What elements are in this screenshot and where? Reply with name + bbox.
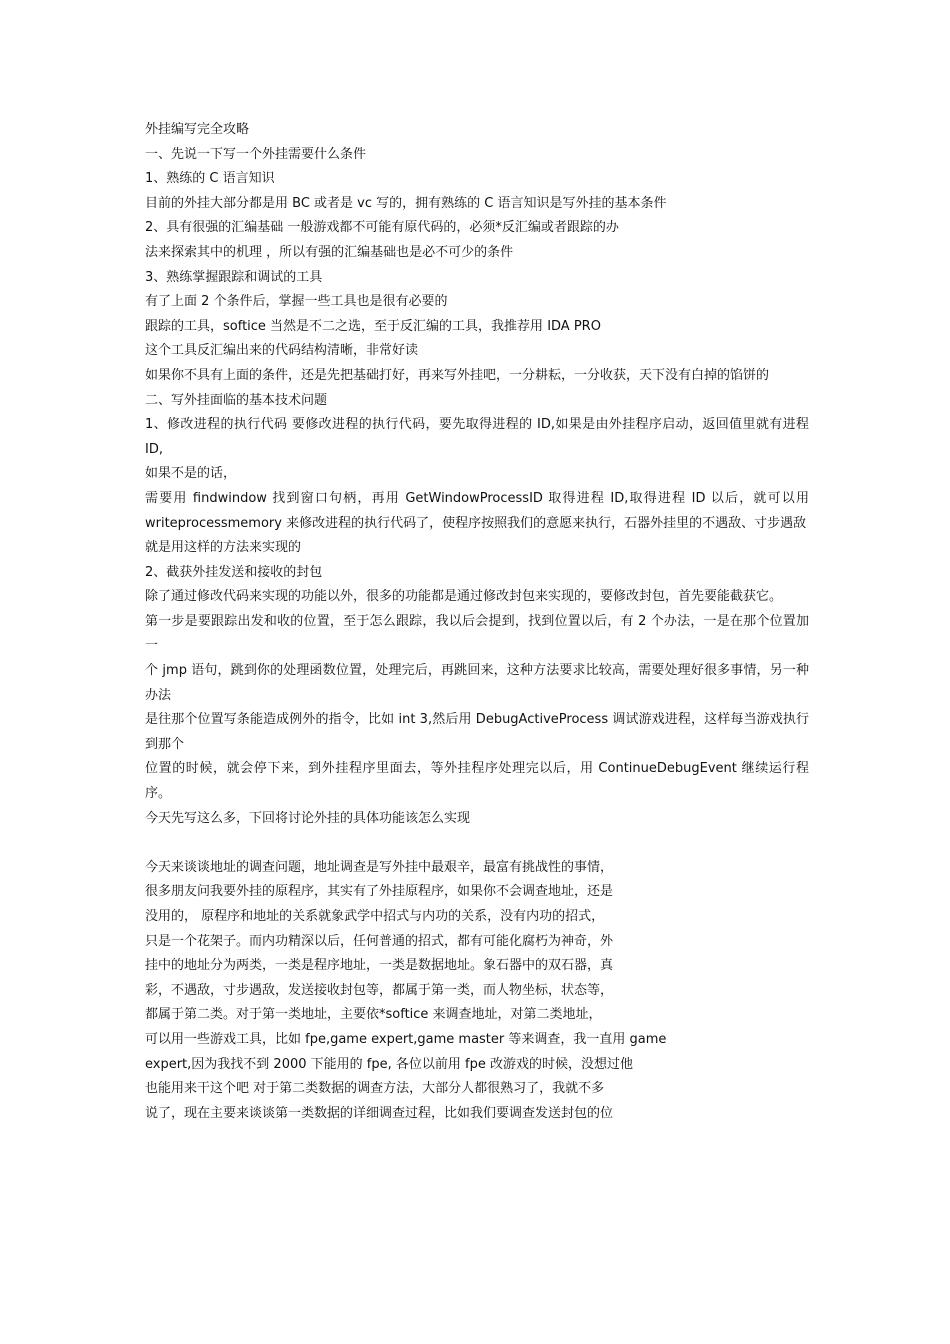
section-heading-technical: 二、写外挂面临的基本技术问题 <box>145 392 328 408</box>
requirement-3-line-3: 这个工具反汇编出来的代码结构清晰，非常好读 <box>145 343 419 359</box>
technical-2-line-3: 个 jmp 语句，跳到你的处理函数位置，处理完后，再跳回来，这种方法要求比较高，需要处理好很多事情，另一种办法 <box>145 663 809 703</box>
section-heading-requirements: 一、先说一下写一个外挂需要什么条件 <box>145 146 367 162</box>
paragraph-gap <box>145 831 809 856</box>
requirement-3-line-4: 如果你不具有上面的条件，还是先把基础打好，再来写外挂吧，一分耕耘，一分收获，天下没有白掉的馅饼的 <box>145 367 770 383</box>
requirement-3-heading: 3、熟练掌握跟踪和调试的工具 <box>145 269 323 285</box>
address-paragraph-line: 可以用一些游戏工具，比如 fpe,game expert,game master 等来调查，我一直用 game <box>145 1031 667 1047</box>
address-paragraph-line: 很多朋友问我要外挂的原程序，其实有了外挂原程序，如果你不会调查地址，还是 <box>145 884 614 900</box>
technical-2-line-2: 第一步是要跟踪出发和收的位置，至于怎么跟踪，我以后会提到，找到位置以后，有 2 个办法，一是在那个位置加一 <box>145 613 809 654</box>
requirement-1-text: 目前的外挂大部分都是用 BC 或者是 vc 写的，拥有熟练的 C 语言知识是写外挂的基本条件 <box>145 195 667 211</box>
address-paragraph-line: 没用的， 原程序和地址的关系就象武学中招式与内功的关系，没有内功的招式， <box>145 909 605 924</box>
document-body <box>145 118 809 1126</box>
requirement-2-line-1: 2、具有很强的汇编基础 一般游戏都不可能有原代码的，必须*反汇编或者跟踪的办 <box>145 220 619 236</box>
requirement-3-line-2: 跟踪的工具，softice 当然是不二之选，至于反汇编的工具，我推荐用 IDA PRO <box>145 318 601 334</box>
technical-1-line-3: 需要用 findwindow 找到窗口句柄，再用 GetWindowProcessID 取得进程 ID,取得进程 ID 以后，就可以用 writeprocessmemory 来修改进程的执行代码了，使程序按照我们的意愿来执行，石器外挂里的不遇敌、寸步遇敌 <box>145 490 809 531</box>
technical-2-line-4: 是往那个位置写条能造成例外的指令，比如 int 3,然后用 DebugActiveProcess 调试游戏进程，这样每当游戏执行到那个 <box>145 712 809 752</box>
document-title: 外挂编写完全攻略 <box>145 122 250 137</box>
closing-line: 今天先写这么多，下回将讨论外挂的具体功能该怎么实现 <box>145 810 471 826</box>
address-paragraph-line: 挂中的地址分为两类，一类是程序地址，一类是数据地址。象石器中的双石器，真 <box>145 958 614 974</box>
technical-1-line-4: 就是用这样的方法来实现的 <box>145 540 302 556</box>
requirement-2-line-2: 法来探索其中的机理 ，所以有强的汇编基础也是必不可少的条件 <box>145 244 514 260</box>
requirement-3-line-1: 有了上面 2 个条件后，掌握一些工具也是很有必要的 <box>145 294 448 310</box>
address-paragraph-line: 今天来谈谈地址的调查问题，地址调查是写外挂中最艰辛，最富有挑战性的事情， <box>145 859 614 875</box>
address-paragraph-line: expert,因为我找不到 2000 下能用的 fpe, 各位以前用 fpe 改游戏的时候，没想过他 <box>145 1056 633 1072</box>
address-paragraph-line: 彩，不遇敌，寸步遇敌，发送接收封包等，都属于第一类，而人物坐标，状态等， <box>145 982 614 998</box>
technical-1-line-2: 如果不是的话， <box>145 466 237 482</box>
address-paragraph-line: 也能用来干这个吧 对于第二类数据的调查方法，大部分人都很熟习了，我就不多 <box>145 1081 605 1097</box>
technical-2-line-5: 位置的时候，就会停下来，到外挂程序里面去，等外挂程序处理完以后，用 ContinueDebugEvent 继续运行程序。 <box>145 761 809 802</box>
address-paragraph-line: 都属于第二类。对于第一类地址，主要依*softice 来调查地址，对第二类地址， <box>145 1007 602 1023</box>
technical-2-heading: 2、截获外挂发送和接收的封包 <box>145 564 323 580</box>
technical-2-line-1: 除了通过修改代码来实现的功能以外，很多的功能都是通过修改封包来实现的，要修改封包，首先要能截获它。 <box>145 589 783 605</box>
address-paragraph-line: 只是一个花架子。而内功精深以后，任何普通的招式，都有可能化腐朽为神奇，外 <box>145 933 614 949</box>
technical-1-line-1: 1、修改进程的执行代码 要修改进程的执行代码，要先取得进程的 ID,如果是由外挂程序启动，返回值里就有进程 ID, <box>145 417 809 457</box>
requirement-1-heading: 1、熟练的 C 语言知识 <box>145 171 275 187</box>
address-paragraph-line: 说了，现在主要来谈谈第一类数据的详细调查过程，比如我们要调查发送封包的位 <box>145 1105 614 1121</box>
